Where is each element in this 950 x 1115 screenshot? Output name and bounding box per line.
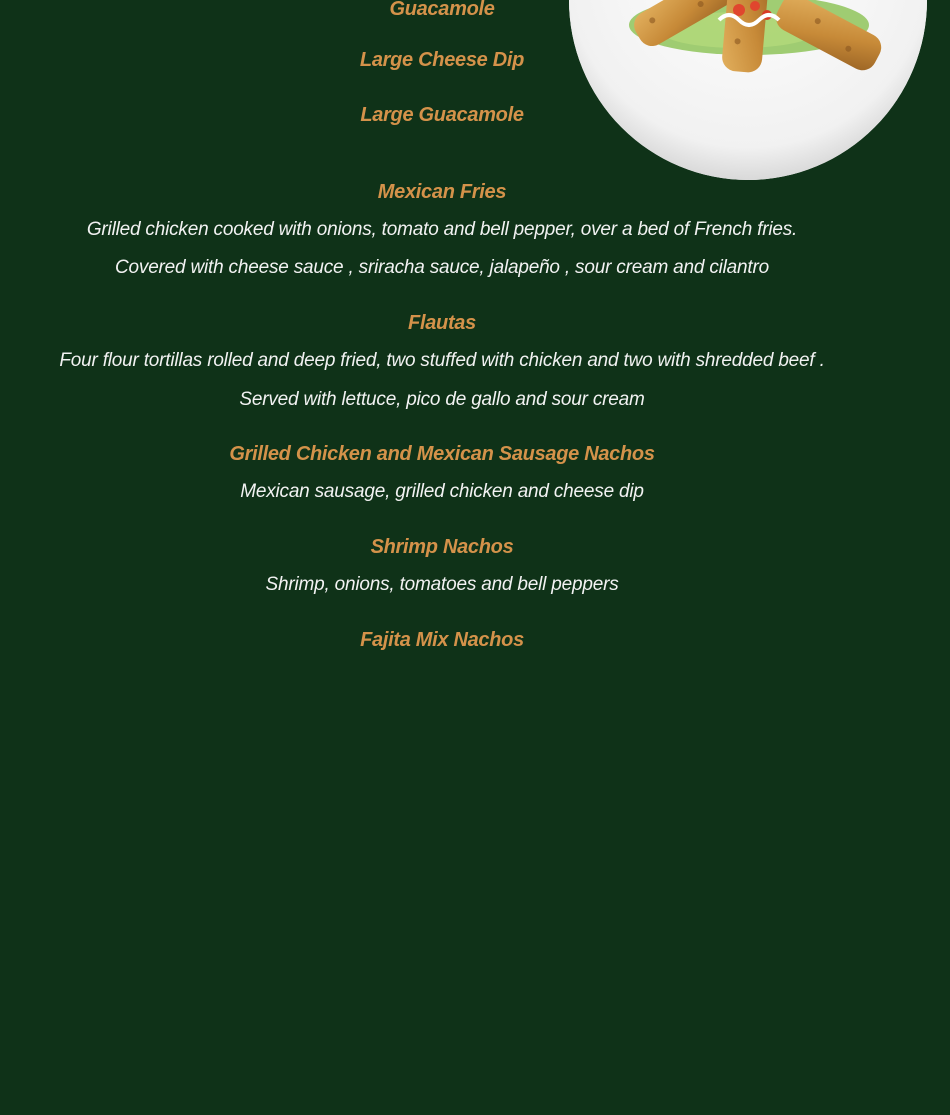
item-title-shrimp-nachos: Shrimp Nachos — [370, 536, 514, 558]
item-title-fajita-mix-nachos: Fajita Mix Nachos — [360, 629, 524, 651]
item-title-large-guacamole: Large Guacamole — [360, 104, 524, 126]
item-title-mexican-fries: Mexican Fries — [377, 181, 507, 203]
item-desc-mexican-fries-line-2: Covered with cheese sauce , sriracha sauce, jalapeño , sour cream and cilantro — [115, 257, 769, 278]
item-desc-flautas-line-2: Served with lettuce, pico de gallo and sour cream — [239, 389, 645, 410]
flautas-photo — [569, 0, 927, 180]
item-desc-shrimp-nachos: Shrimp, onions, tomatoes and bell peppers — [265, 574, 619, 595]
item-desc-mexican-fries-line-1: Grilled chicken cooked with onions, tomato and bell pepper, over a bed of French fries. — [86, 219, 798, 240]
item-title-chicken-sausage-nachos: Grilled Chicken and Mexican Sausage Nachos — [229, 443, 655, 465]
item-desc-flautas-line-1: Four flour tortillas rolled and deep fried, two stuffed with chicken and two with shredded beef . — [59, 350, 825, 371]
item-title-guacamole: Guacamole — [389, 0, 495, 20]
item-desc-chicken-sausage-nachos: Mexican sausage, grilled chicken and cheese dip — [240, 481, 644, 502]
item-title-flautas: Flautas — [408, 312, 476, 334]
item-title-large-cheese-dip: Large Cheese Dip — [359, 49, 525, 71]
